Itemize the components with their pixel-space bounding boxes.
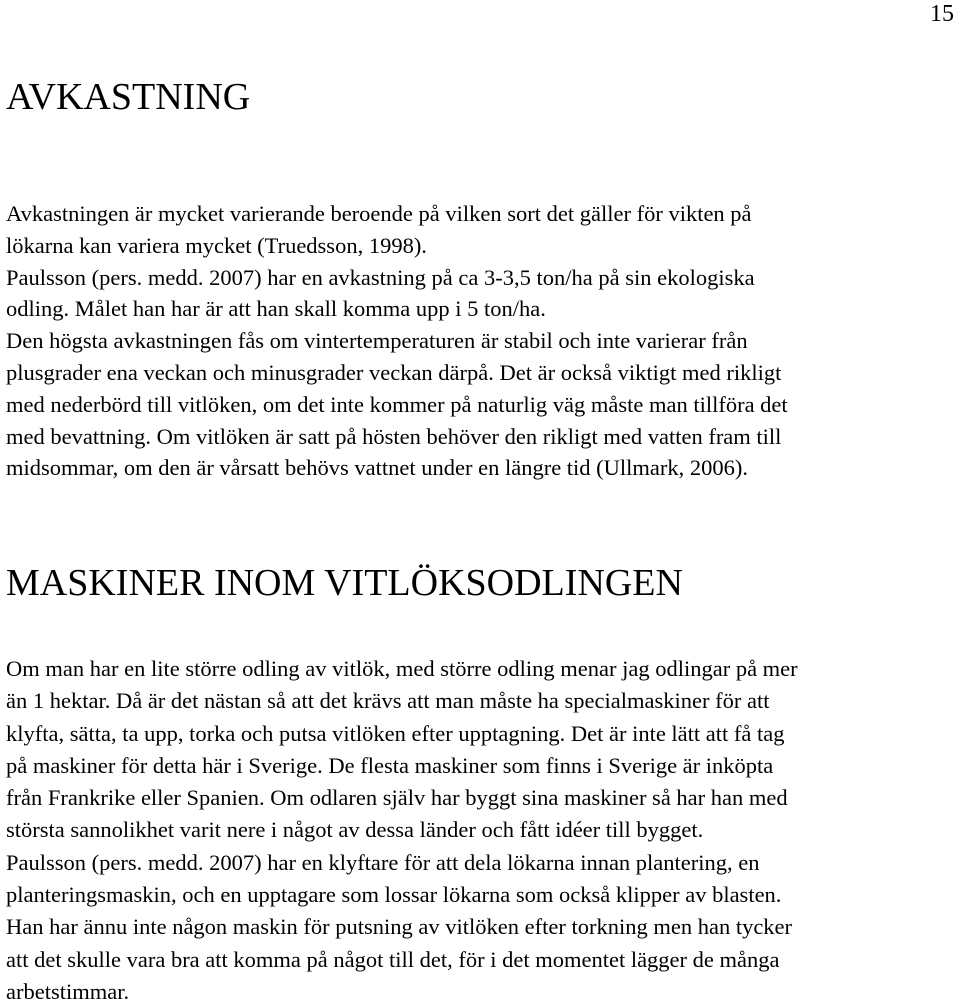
text-line: Paulsson (pers. medd. 2007) har en avkastning på ca 3-3,5 ton/ha på sin ekologiska [6,264,755,290]
text-line: Avkastningen är mycket varierande beroende på vilken sort det gäller för vikten på [6,201,752,226]
page-number: 15 [930,1,954,27]
text-line: med nederbörd till vitlöken, om det inte kommer på naturlig väg måste man tillföra det [6,391,788,417]
text-line: klyfta, sätta, ta upp, torka och putsa vitlöken efter upptagning. Det är inte lätt att få tag [6,720,785,746]
paragraph-avkastning [6,198,956,484]
text-line: planteringsmaskin, och en upptagare som lossar lökarna som också klipper av blasten. [6,882,782,908]
text-line: än 1 hektar. Då är det nästan så att det krävs att man måste ha specialmaskiner för att [6,688,770,714]
text-line: Den högsta avkastningen fås om vintertemperaturen är stabil och inte varierar från [6,328,748,354]
text-line: lökarna kan variera mycket (Truedsson, 1998). [6,232,427,258]
text-line: plusgrader ena veckan och minusgrader veckan därpå. Det är också viktigt med rikligt [6,359,782,385]
text-line: att det skulle vara bra att komma på något till det, för i det momentet lägger de många [6,946,780,972]
text-line: från Frankrike eller Spanien. Om odlaren själv har byggt sina maskiner så har han med [6,785,788,811]
text-line: på maskiner för detta här i Sverige. De flesta maskiner som finns i Sverige är inköpta [6,752,774,778]
text-line: arbetstimmar. [6,978,130,1004]
text-line: Om man har en lite större odling av vitlök, med större odling menar jag odlingar på mer [6,656,798,681]
section-heading-avkastning: AVKASTNING [6,76,251,118]
text-line: med bevattning. Om vitlöken är satt på hösten behöver den rikligt med vatten fram till [6,423,782,449]
text-line: odling. Målet han har är att han skall komma upp i 5 ton/ha. [6,296,546,322]
text-line: största sannolikhet varit nere i något av dessa länder och fått idéer till bygget. [6,817,704,843]
text-line: Paulsson (pers. medd. 2007) har en klyftare för att dela lökarna innan plantering, en [6,849,760,875]
section-heading-maskiner: MASKINER INOM VITLÖKSODLINGEN [6,562,683,604]
text-line: Han har ännu inte någon maskin för putsning av vitlöken efter torkning men han tycker [6,914,793,940]
paragraph-maskiner [6,653,956,1008]
text-line: midsommar, om den är vårsatt behövs vattnet under en längre tid (Ullmark, 2006). [6,455,749,481]
